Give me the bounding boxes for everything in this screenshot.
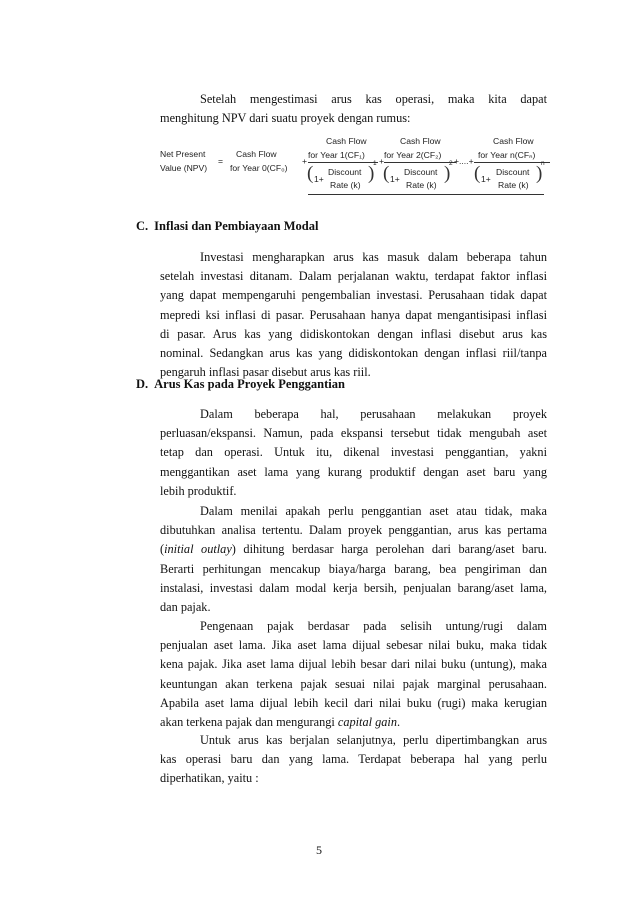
formula-equals: = bbox=[218, 156, 224, 166]
text-line: Dalam menilai apakah perlu penggantian aset atau tidak, maka bbox=[200, 504, 547, 518]
section-title: Inflasi dan Pembiayaan Modal bbox=[154, 219, 319, 233]
fraction-underline bbox=[308, 194, 544, 195]
text-line: Dalam beberapa hal, perusahaan melakukan proyek bbox=[200, 407, 547, 421]
section-c-paragraph bbox=[160, 248, 547, 382]
text-fragment: . bbox=[396, 715, 401, 730]
formula-ellipsis: +....+ bbox=[454, 156, 474, 166]
section-letter: C. bbox=[136, 219, 149, 233]
section-d-paragraph-4 bbox=[160, 731, 547, 789]
text-line: setelah investasi ditanam. Dalam perjalanan waktu, terdapat faktor inflasi bbox=[160, 269, 547, 284]
formula-term2-denominator: Discount bbox=[404, 167, 438, 177]
text-line bbox=[160, 540, 547, 559]
text-line: Untuk arus kas berjalan selanjutnya, perlu dipertimbangkan arus bbox=[200, 733, 547, 747]
italic-term: initial outlay bbox=[164, 542, 232, 557]
formula-term2-numerator: Cash Flow bbox=[400, 136, 441, 146]
formula-term1-numerator: Cash Flow bbox=[326, 136, 367, 146]
paren-right: ) bbox=[536, 163, 543, 184]
formula-plus: + bbox=[302, 156, 308, 166]
text-line: kena pajak. Jika aset lama dijual lebih besar dari nilai buku (untung), maka bbox=[160, 657, 547, 672]
text-line bbox=[160, 713, 547, 732]
formula-exponent: 2 bbox=[449, 160, 453, 167]
paren-left: ( bbox=[474, 163, 481, 184]
formula-termn-denominator: Rate (k) bbox=[498, 180, 529, 190]
text-line: keuntungan akan terkena pajak sesuai nilai pajak marginal perusahaan. bbox=[160, 676, 547, 691]
text-line: Berarti perhitungan mencakup biaya/harga barang, bea pengiriman dan bbox=[160, 561, 547, 576]
text-line: perluasan/ekspansi. Namun, pada ekspansi tersebut tidak mengubah aset bbox=[160, 426, 547, 441]
page-number: 5 bbox=[316, 843, 322, 857]
paren-left: ( bbox=[383, 163, 390, 184]
text-line: tetap dan operasi. Untuk itu, dikenal investasi penggantian, yakni bbox=[160, 445, 547, 460]
text-line: Investasi mengharapkan arus kas masuk dalam beberapa tahun bbox=[200, 250, 547, 264]
formula-term2-numerator: for Year 2(CF₂) bbox=[384, 150, 442, 160]
text-line: instalasi, investasi dalam modal kerja bersih, penjualan barang/aset lama, bbox=[160, 580, 547, 595]
text-line: pengaruh inflasi pasar disebut arus kas riil. bbox=[160, 365, 371, 380]
text-line: Pengenaan pajak berdasar pada selisih untung/rugi dalam bbox=[200, 619, 547, 633]
npv-formula bbox=[160, 133, 555, 195]
text-line: menggantikan aset lama yang kurang produktif dengan aset baru yang bbox=[160, 464, 547, 479]
text-line: Apabila aset lama dijual lebih kecil dari nilai buku (rugi) maka kerugian bbox=[160, 695, 547, 710]
formula-term0: Cash Flow bbox=[236, 149, 277, 159]
formula-lhs-label: Net Present bbox=[160, 149, 206, 159]
formula-termn-numerator: Cash Flow bbox=[493, 136, 534, 146]
formula-exponent: 1 bbox=[373, 160, 377, 167]
intro-paragraph bbox=[160, 90, 547, 128]
text-line: kas operasi baru dan yang lama. Terdapat beberapa hal yang perlu bbox=[160, 752, 547, 767]
formula-termn-denominator: Discount bbox=[496, 167, 530, 177]
formula-exponent: n bbox=[541, 160, 545, 167]
formula-term1-denominator: 1+ bbox=[314, 174, 324, 184]
formula-term1-denominator: Discount bbox=[328, 167, 362, 177]
paren-left: ( bbox=[307, 163, 314, 184]
section-c-heading bbox=[136, 219, 324, 234]
text-line: menghitung NPV dari suatu proyek dengan rumus: bbox=[160, 111, 411, 126]
formula-lhs-label: Value (NPV) bbox=[160, 163, 208, 173]
section-d-paragraph-1 bbox=[160, 405, 547, 501]
formula-term2-denominator: Rate (k) bbox=[406, 180, 437, 190]
text-line: dan pajak. bbox=[160, 600, 211, 615]
formula-term1-numerator: for Year 1(CF₁) bbox=[308, 150, 365, 160]
formula-term2-denominator: 1+ bbox=[390, 174, 400, 184]
text-fragment: akan terkena pajak dan mengurangi bbox=[160, 715, 338, 730]
text-line: yang dapat mempengaruhi pengembalian investasi. Perusahaan tidak dapat bbox=[160, 288, 547, 303]
section-d-heading bbox=[136, 377, 351, 392]
text-line: Setelah mengestimasi arus kas operasi, maka kita dapat bbox=[200, 92, 547, 106]
text-line: diperhatikan, yaitu : bbox=[160, 771, 259, 786]
section-d-paragraph-3 bbox=[160, 617, 547, 732]
formula-plus: + bbox=[379, 156, 385, 166]
text-fragment: ) dihitung berdasar harga perolehan dari barang/aset baru. bbox=[231, 542, 547, 557]
formula-term1-denominator: Rate (k) bbox=[330, 180, 361, 190]
text-line: mepredi ksi inflasi di pasar. Perusahaan hanya dapat mengantisipasi inflasi bbox=[160, 307, 547, 322]
text-line: dibutuhkan analisa tertentu. Dalam proyek penggantian, arus kas pertama bbox=[160, 523, 547, 538]
text-line: penjualan aset lama. Jika aset lama dijual sebesar nilai buku, maka tidak bbox=[160, 638, 547, 653]
text-line: lebih produktif. bbox=[160, 483, 237, 498]
text-fragment: ( bbox=[160, 542, 165, 557]
text-line: nominal. Sedangkan arus kas yang didiskontokan dengan inflasi riil/tanpa bbox=[160, 346, 547, 361]
section-d-paragraph-2 bbox=[160, 502, 547, 617]
formula-termn-denominator: 1+ bbox=[481, 174, 491, 184]
formula-termn-numerator: for Year n(CFₙ) bbox=[478, 150, 536, 160]
section-title: Arus Kas pada Proyek Penggantian bbox=[154, 377, 345, 391]
paren-right: ) bbox=[444, 163, 451, 184]
text-line: di pasar. Arus kas yang didiskontokan dengan inflasi disebut arus kas bbox=[160, 326, 547, 341]
section-letter: D. bbox=[136, 377, 149, 391]
formula-term0: for Year 0(CF₀) bbox=[230, 163, 288, 173]
italic-term: capital gain bbox=[337, 715, 397, 730]
paren-right: ) bbox=[368, 163, 375, 184]
